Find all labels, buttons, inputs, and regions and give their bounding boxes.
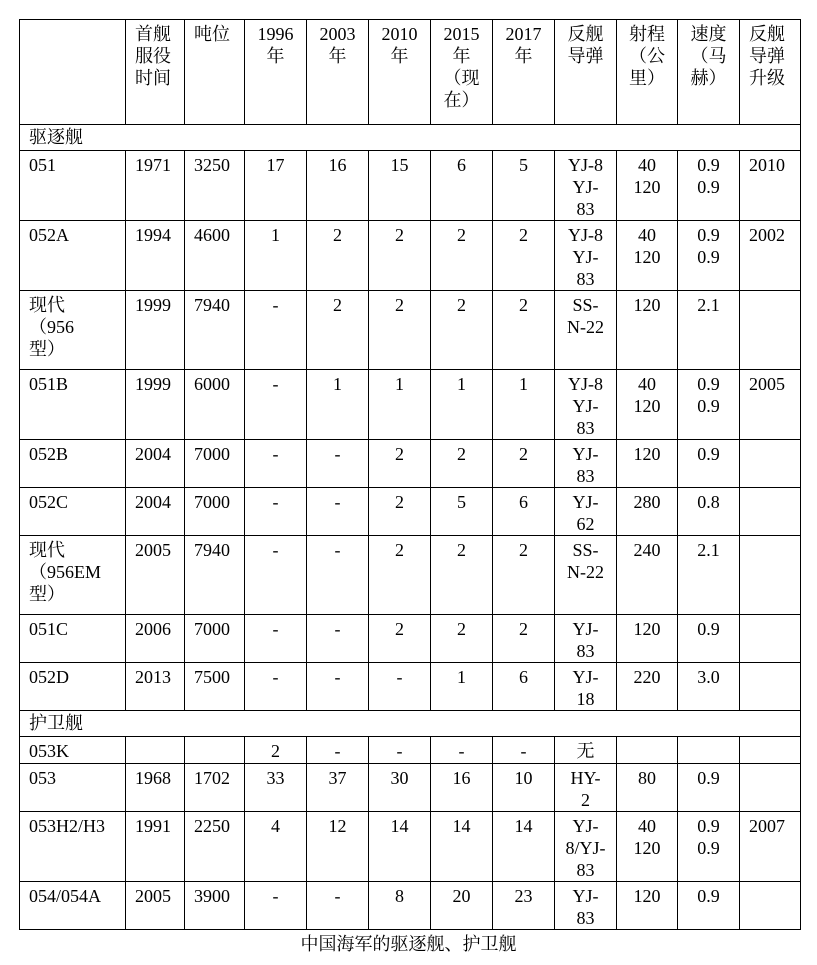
cell-speed: 0.8 [678,488,740,536]
cell-speed: 2.1 [678,291,740,370]
cell-count-1996: 17 [245,151,307,221]
table-row [20,812,801,882]
ship-table [19,19,801,930]
cell-missile: SS- N-22 [555,291,617,370]
cell-range: 120 [617,615,678,663]
cell-missile: YJ-8 YJ- 83 [555,370,617,440]
cell-first-service [126,737,185,764]
table-row [20,151,801,221]
cell-first-service: 1968 [126,764,185,812]
cell-count-2010: 2 [369,440,431,488]
cell-first-service: 1971 [126,151,185,221]
cell-tonnage: 4600 [185,221,245,291]
cell-count-2015: 1 [431,370,493,440]
cell-ship-type: 现代 （956EM 型） [20,536,126,615]
table-row [20,663,801,711]
cell-tonnage: 7940 [185,291,245,370]
cell-range: 220 [617,663,678,711]
header-count-1996: 1996 年 [245,20,307,125]
cell-missile: YJ- 83 [555,882,617,930]
cell-count-2003: - [307,882,369,930]
header-count-2017: 2017 年 [493,20,555,125]
table-row [20,440,801,488]
cell-range: 280 [617,488,678,536]
cell-count-2010: - [369,737,431,764]
header-row [20,20,801,125]
cell-count-2003: - [307,488,369,536]
cell-count-2015: 5 [431,488,493,536]
cell-first-service: 2005 [126,882,185,930]
cell-count-1996: 4 [245,812,307,882]
cell-range: 120 [617,882,678,930]
cell-speed: 0.9 [678,764,740,812]
header-tonnage: 吨位 [185,20,245,125]
cell-ship-type: 053K [20,737,126,764]
cell-count-2017: - [493,737,555,764]
cell-upgrade [740,536,801,615]
header-count-2015: 2015 年 （现 在） [431,20,493,125]
cell-count-2015: 1 [431,663,493,711]
cell-tonnage: 1702 [185,764,245,812]
cell-first-service: 1999 [126,370,185,440]
cell-upgrade [740,440,801,488]
cell-range: 40 120 [617,151,678,221]
cell-tonnage: 7500 [185,663,245,711]
cell-range: 40 120 [617,370,678,440]
cell-count-2017: 1 [493,370,555,440]
cell-upgrade: 2002 [740,221,801,291]
cell-count-2017: 14 [493,812,555,882]
cell-first-service: 2006 [126,615,185,663]
cell-count-2003: 2 [307,291,369,370]
table-row [20,615,801,663]
cell-missile: 无 [555,737,617,764]
cell-count-2017: 6 [493,488,555,536]
cell-ship-type: 051C [20,615,126,663]
header-missile: 反舰 导弹 [555,20,617,125]
cell-missile: YJ-8 YJ- 83 [555,221,617,291]
cell-count-2015: 20 [431,882,493,930]
cell-ship-type: 052B [20,440,126,488]
cell-count-2010: 1 [369,370,431,440]
cell-count-2003: - [307,663,369,711]
cell-missile: YJ- 18 [555,663,617,711]
cell-range: 40 120 [617,221,678,291]
cell-tonnage: 7000 [185,440,245,488]
cell-count-2017: 2 [493,440,555,488]
cell-count-1996: - [245,440,307,488]
cell-count-1996: - [245,488,307,536]
cell-count-2010: 2 [369,221,431,291]
table-row [20,221,801,291]
cell-count-2015: 2 [431,291,493,370]
cell-count-2015: 14 [431,812,493,882]
cell-speed: 0.9 [678,615,740,663]
cell-count-2017: 23 [493,882,555,930]
cell-count-1996: - [245,663,307,711]
cell-count-2017: 10 [493,764,555,812]
cell-speed [678,737,740,764]
cell-count-2010: 2 [369,291,431,370]
cell-count-2010: 2 [369,536,431,615]
cell-count-2003: 1 [307,370,369,440]
cell-upgrade: 2010 [740,151,801,221]
header-speed: 速度 （马 赫） [678,20,740,125]
cell-upgrade [740,737,801,764]
cell-count-1996: 1 [245,221,307,291]
cell-first-service: 2004 [126,488,185,536]
cell-upgrade: 2005 [740,370,801,440]
cell-count-2015: 2 [431,221,493,291]
cell-count-2015: 2 [431,615,493,663]
cell-first-service: 1991 [126,812,185,882]
cell-count-1996: - [245,536,307,615]
cell-count-2015: 16 [431,764,493,812]
cell-tonnage: 7940 [185,536,245,615]
cell-ship-type: 051B [20,370,126,440]
cell-ship-type: 051 [20,151,126,221]
cell-count-2003: 2 [307,221,369,291]
cell-upgrade [740,615,801,663]
cell-range: 40 120 [617,812,678,882]
cell-upgrade: 2007 [740,812,801,882]
cell-count-2003: - [307,737,369,764]
cell-speed: 0.9 0.9 [678,151,740,221]
cell-upgrade [740,882,801,930]
cell-count-1996: 2 [245,737,307,764]
section-row [20,711,801,737]
cell-count-2003: 16 [307,151,369,221]
cell-count-1996: - [245,615,307,663]
cell-count-2010: 14 [369,812,431,882]
cell-tonnage: 2250 [185,812,245,882]
cell-ship-type: 052C [20,488,126,536]
cell-missile: YJ- 62 [555,488,617,536]
cell-count-2010: 8 [369,882,431,930]
cell-range: 240 [617,536,678,615]
cell-missile: HY- 2 [555,764,617,812]
cell-range: 120 [617,291,678,370]
cell-count-2015: 2 [431,440,493,488]
cell-first-service: 1999 [126,291,185,370]
table-row [20,370,801,440]
cell-range: 120 [617,440,678,488]
cell-count-2015: 6 [431,151,493,221]
cell-count-2017: 6 [493,663,555,711]
cell-missile: SS- N-22 [555,536,617,615]
cell-count-2010: 15 [369,151,431,221]
cell-first-service: 2005 [126,536,185,615]
section-title: 护卫舰 [20,711,801,737]
cell-range: 80 [617,764,678,812]
cell-tonnage: 7000 [185,615,245,663]
cell-count-2017: 2 [493,221,555,291]
cell-ship-type: 现代 （956 型） [20,291,126,370]
cell-count-2003: - [307,536,369,615]
header-count-2003: 2003 年 [307,20,369,125]
cell-count-2015: 2 [431,536,493,615]
header-count-2010: 2010 年 [369,20,431,125]
cell-missile: YJ- 83 [555,440,617,488]
cell-tonnage [185,737,245,764]
cell-count-2003: - [307,615,369,663]
section-title: 驱逐舰 [20,125,801,151]
header-ship-type [20,20,126,125]
cell-tonnage: 6000 [185,370,245,440]
cell-count-2003: 37 [307,764,369,812]
table-row [20,536,801,615]
cell-count-2010: 2 [369,615,431,663]
cell-speed: 0.9 0.9 [678,812,740,882]
cell-count-1996: 33 [245,764,307,812]
cell-first-service: 2013 [126,663,185,711]
cell-count-2003: 12 [307,812,369,882]
cell-speed: 0.9 [678,882,740,930]
cell-upgrade [740,764,801,812]
cell-ship-type: 054/054A [20,882,126,930]
cell-first-service: 2004 [126,440,185,488]
cell-count-2015: - [431,737,493,764]
cell-count-2010: 2 [369,488,431,536]
cell-upgrade [740,488,801,536]
cell-speed: 3.0 [678,663,740,711]
cell-tonnage: 7000 [185,488,245,536]
cell-first-service: 1994 [126,221,185,291]
cell-range [617,737,678,764]
cell-ship-type: 053 [20,764,126,812]
cell-count-2017: 2 [493,615,555,663]
cell-count-1996: - [245,291,307,370]
table-row [20,488,801,536]
cell-ship-type: 052D [20,663,126,711]
cell-ship-type: 053H2/H3 [20,812,126,882]
cell-count-2010: 30 [369,764,431,812]
cell-missile: YJ-8 YJ- 83 [555,151,617,221]
cell-tonnage: 3900 [185,882,245,930]
table-row [20,737,801,764]
cell-speed: 0.9 0.9 [678,370,740,440]
header-range: 射程 （公 里） [617,20,678,125]
cell-ship-type: 052A [20,221,126,291]
cell-speed: 2.1 [678,536,740,615]
cell-count-1996: - [245,882,307,930]
table-row [20,764,801,812]
table-row [20,291,801,370]
cell-speed: 0.9 [678,440,740,488]
section-row [20,125,801,151]
header-first-service: 首舰 服役 时间 [126,20,185,125]
cell-count-2017: 2 [493,536,555,615]
cell-speed: 0.9 0.9 [678,221,740,291]
cell-tonnage: 3250 [185,151,245,221]
cell-count-2017: 2 [493,291,555,370]
cell-count-2010: - [369,663,431,711]
table-row [20,882,801,930]
table-caption: 中国海军的驱逐舰、护卫舰 [300,934,517,954]
cell-count-2003: - [307,440,369,488]
cell-count-1996: - [245,370,307,440]
cell-upgrade [740,663,801,711]
header-upgrade: 反舰 导弹 升级 [740,20,801,125]
cell-missile: YJ- 83 [555,615,617,663]
cell-upgrade [740,291,801,370]
cell-count-2017: 5 [493,151,555,221]
cell-missile: YJ- 8/YJ- 83 [555,812,617,882]
